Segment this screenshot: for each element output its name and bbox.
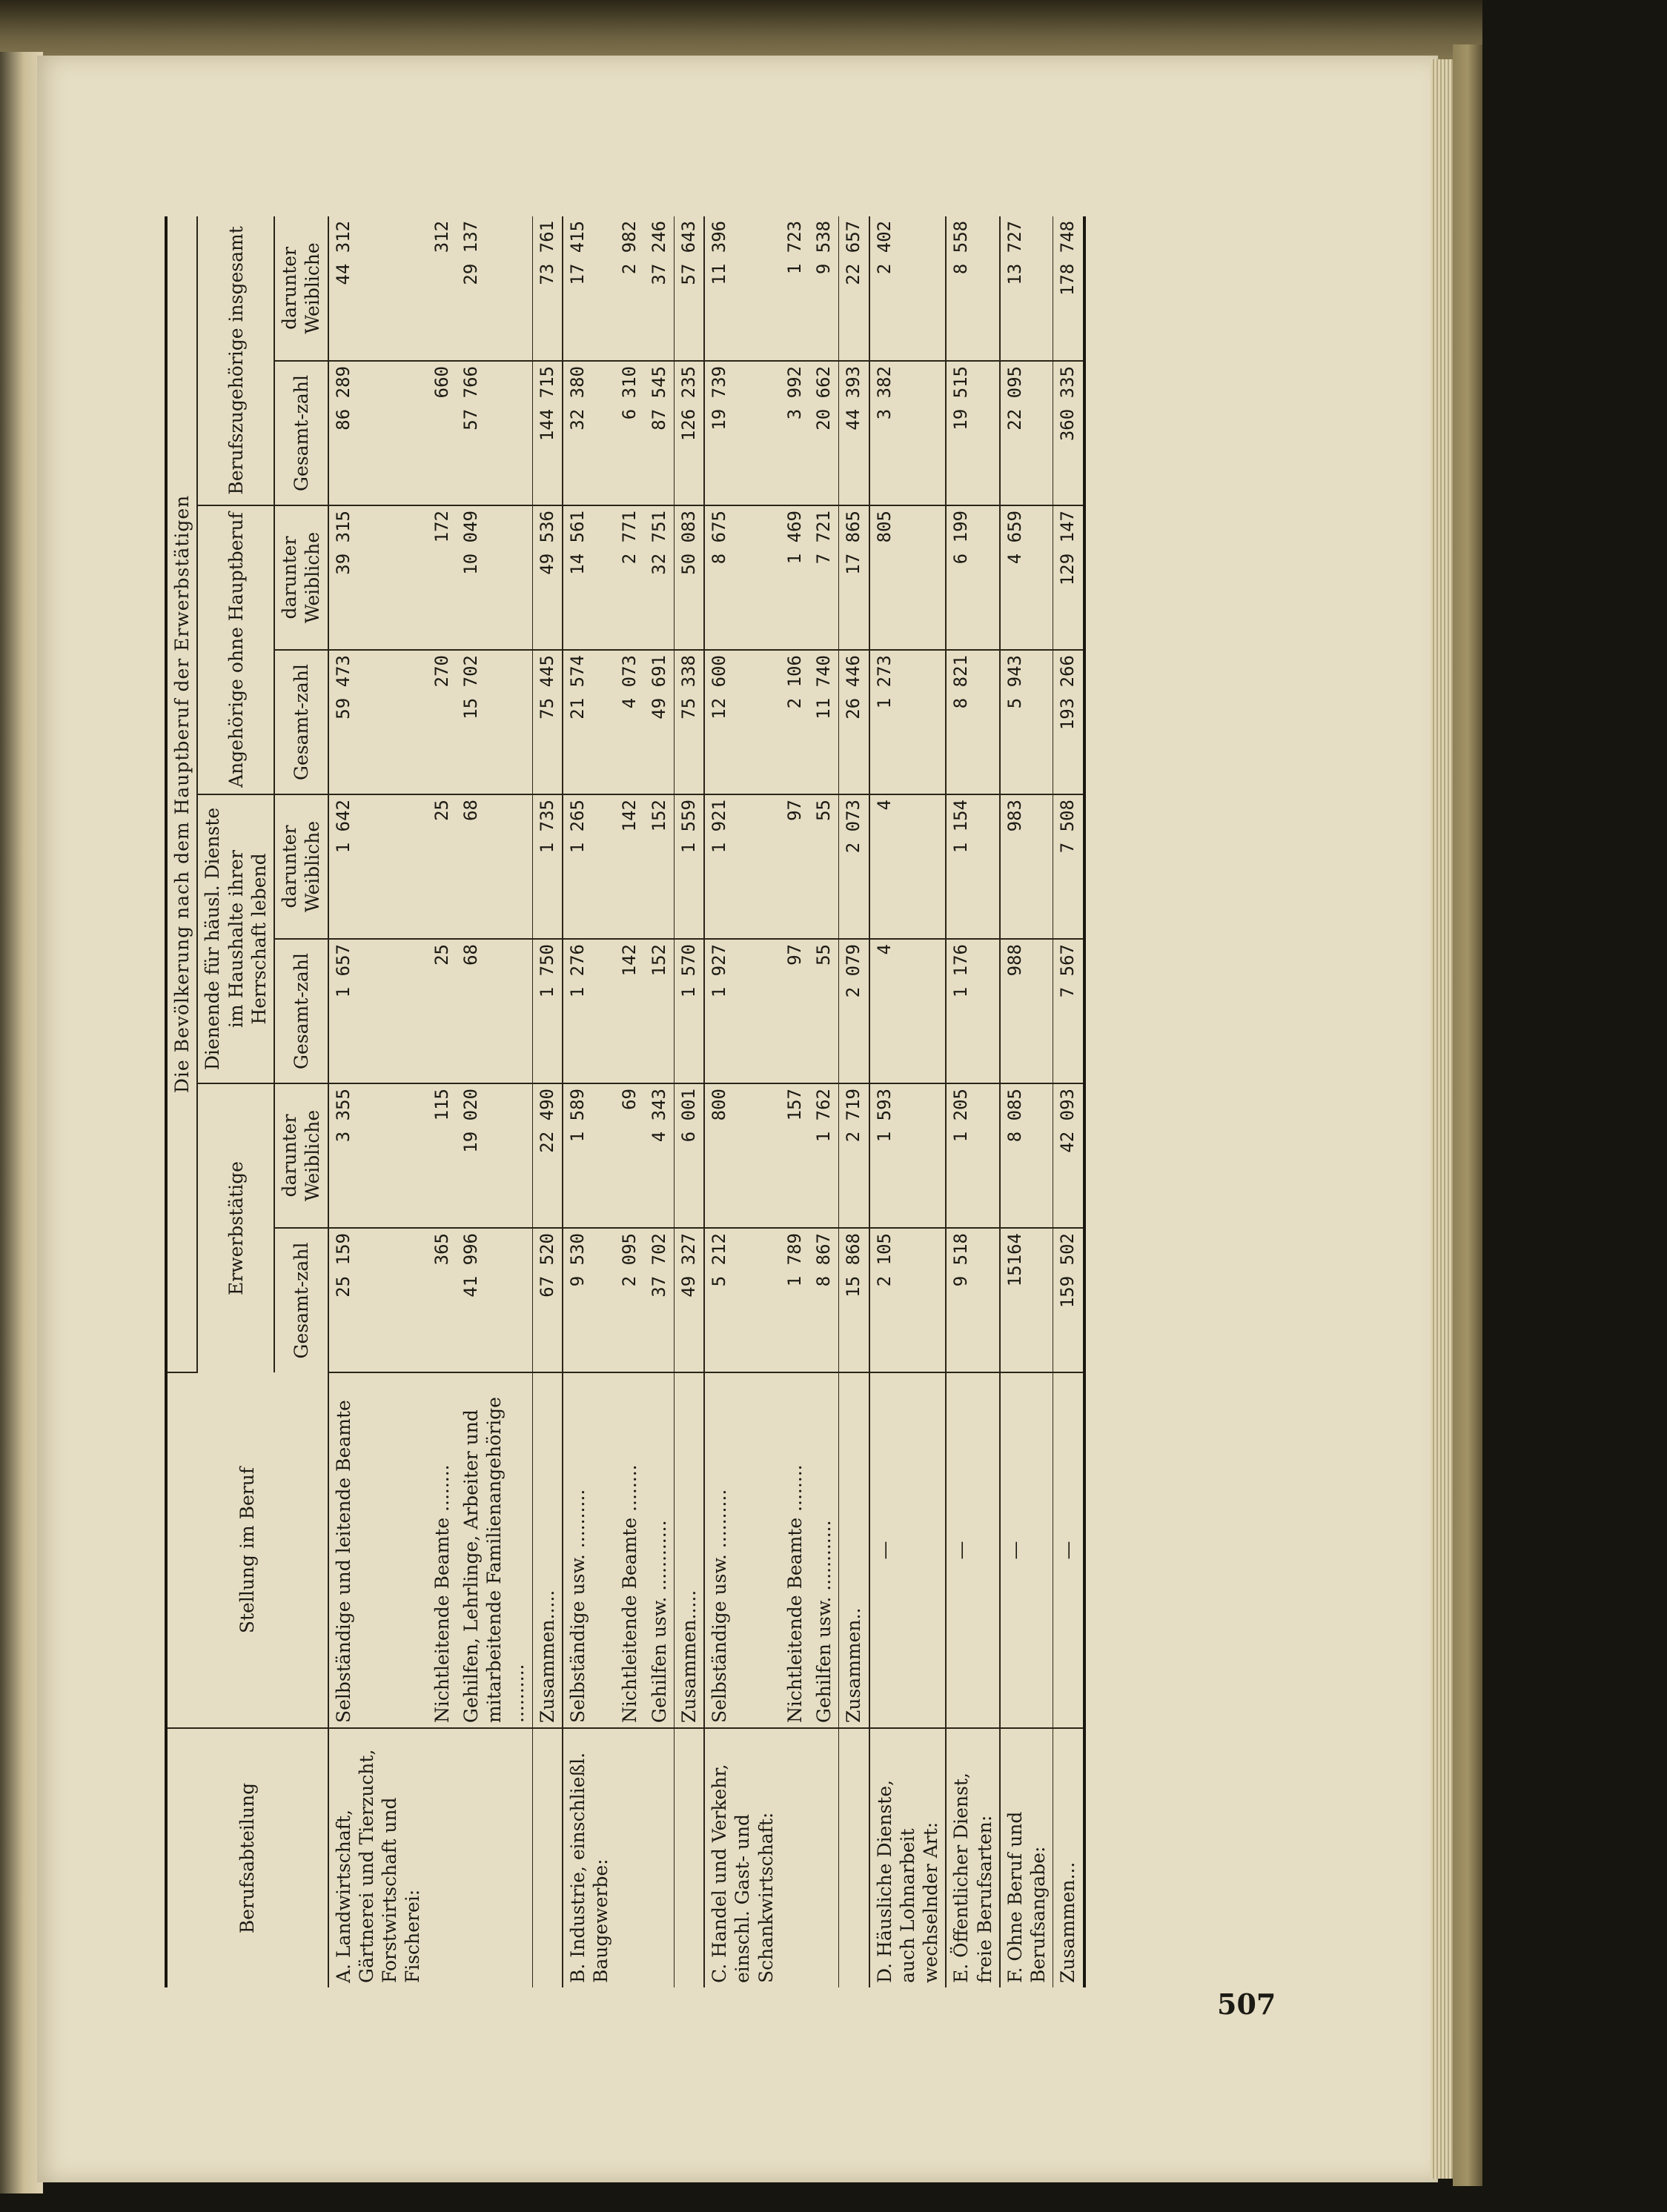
cell-value: 37 702 xyxy=(645,1228,675,1372)
cell-division xyxy=(809,1728,839,1987)
cell-value: 1 559 xyxy=(674,794,704,939)
cell-value: 86 289 xyxy=(328,361,428,505)
cell-value: 39 315 xyxy=(328,505,428,650)
cell-value: 22 095 xyxy=(1000,361,1053,505)
cell-position: — xyxy=(1053,1372,1084,1728)
table-row xyxy=(532,216,563,1987)
cell-value: 44 393 xyxy=(839,361,869,505)
cell-value: 26 446 xyxy=(839,650,869,794)
cell-value: 129 147 xyxy=(1053,505,1084,650)
cell-value: 32 751 xyxy=(645,505,675,650)
table-row xyxy=(328,216,428,1987)
cell-value: 360 335 xyxy=(1053,361,1084,505)
cell-value: 4 xyxy=(869,939,947,1083)
cell-value: 68 xyxy=(457,794,532,939)
cell-value: 2 402 xyxy=(869,216,947,361)
cell-value: 312 xyxy=(428,216,457,361)
cell-value: 5 943 xyxy=(1000,650,1053,794)
cell-value: 37 246 xyxy=(645,216,675,361)
subheader-female: darunter Weibliche xyxy=(274,1083,328,1228)
cell-value: 660 xyxy=(428,361,457,505)
cell-position: Selbständige usw. .......... xyxy=(563,1372,616,1728)
cell-value: 57 643 xyxy=(674,216,704,361)
cell-position: Nichtleitende Beamte ........ xyxy=(428,1372,457,1728)
cell-division xyxy=(428,1728,457,1987)
cell-value: 22 657 xyxy=(839,216,869,361)
cell-value: 44 312 xyxy=(328,216,428,361)
cell-value: 8 675 xyxy=(704,505,781,650)
cell-value: 14 561 xyxy=(563,505,616,650)
cell-value: 142 xyxy=(615,939,644,1083)
cell-value: 19 515 xyxy=(946,361,1000,505)
cell-value: 25 xyxy=(428,939,457,1083)
cell-value: 29 137 xyxy=(457,216,532,361)
cell-value: 1 927 xyxy=(704,939,781,1083)
cell-value: 2 982 xyxy=(615,216,644,361)
cell-position: Zusammen..... xyxy=(674,1372,704,1728)
cell-value: 50 083 xyxy=(674,505,704,650)
cell-value: 1 921 xyxy=(704,794,781,939)
cell-position: Nichtleitende Beamte ........ xyxy=(615,1372,644,1728)
cell-value: 1 589 xyxy=(563,1083,616,1228)
cell-value: 6 310 xyxy=(615,361,644,505)
cell-value: 57 766 xyxy=(457,361,532,505)
cell-value: 1 657 xyxy=(328,939,428,1083)
cell-division xyxy=(532,1728,563,1987)
cell-position: — xyxy=(869,1372,947,1728)
cell-value: 2 105 xyxy=(869,1228,947,1372)
cell-value: 20 662 xyxy=(809,361,839,505)
table-row xyxy=(946,216,1000,1987)
cell-value: 55 xyxy=(809,939,839,1083)
cell-value: 22 490 xyxy=(532,1083,563,1228)
cell-division: B. Industrie, einschließl. Baugewerbe: xyxy=(563,1728,616,1987)
cell-value: 152 xyxy=(645,939,675,1083)
cell-value: 1 642 xyxy=(328,794,428,939)
cell-position: Gehilfen usw. ............ xyxy=(809,1372,839,1728)
table-row xyxy=(781,216,809,1987)
cell-position: Nichtleitende Beamte ........ xyxy=(781,1372,809,1728)
subheader-female: darunter Weibliche xyxy=(274,794,328,939)
cell-value: 9 518 xyxy=(946,1228,1000,1372)
cell-division: Zusammen... xyxy=(1053,1728,1084,1987)
cell-value: 4 xyxy=(869,794,947,939)
cell-value: 9 538 xyxy=(809,216,839,361)
cell-value: 1 723 xyxy=(781,216,809,361)
cell-value: 13 727 xyxy=(1000,216,1053,361)
cell-value: 75 338 xyxy=(674,650,704,794)
cell-value: 17 415 xyxy=(563,216,616,361)
cell-value: 75 445 xyxy=(532,650,563,794)
cell-value: 8 085 xyxy=(1000,1083,1053,1228)
cell-value: 159 502 xyxy=(1053,1228,1084,1372)
cell-value: 49 536 xyxy=(532,505,563,650)
cell-value: 41 996 xyxy=(457,1228,532,1372)
cell-value: 1 276 xyxy=(563,939,616,1083)
cell-value: 1 154 xyxy=(946,794,1000,939)
cell-value: 1 750 xyxy=(532,939,563,1083)
header-group-dienende: Dienende für häusl. Dienste im Haushalte ihrer Herrschaft lebend xyxy=(197,794,274,1083)
cell-value: 17 865 xyxy=(839,505,869,650)
cell-value: 1 205 xyxy=(946,1083,1000,1228)
cell-value: 6 001 xyxy=(674,1083,704,1228)
table-row xyxy=(428,216,457,1987)
header-group-angehoerige: Angehörige ohne Hauptberuf xyxy=(197,505,274,794)
subheader-total: Gesamt-zahl xyxy=(274,1228,328,1372)
header-group-zugehoerige: Berufszugehörige insgesamt xyxy=(197,216,274,505)
cell-value: 49 691 xyxy=(645,650,675,794)
cell-value: 8 821 xyxy=(946,650,1000,794)
cell-value: 7 567 xyxy=(1053,939,1084,1083)
cell-value: 157 xyxy=(781,1083,809,1228)
cell-value: 97 xyxy=(781,939,809,1083)
table-row xyxy=(457,216,532,1987)
cell-division xyxy=(615,1728,644,1987)
cell-position: — xyxy=(1000,1372,1053,1728)
cell-value: 152 xyxy=(645,794,675,939)
cell-value: 126 235 xyxy=(674,361,704,505)
cell-value: 1 593 xyxy=(869,1083,947,1228)
cell-value: 2 095 xyxy=(615,1228,644,1372)
cell-value: 2 771 xyxy=(615,505,644,650)
cell-value: 1 735 xyxy=(532,794,563,939)
cell-value: 983 xyxy=(1000,794,1053,939)
subheader-total: Gesamt-zahl xyxy=(274,361,328,505)
cell-value: 8 558 xyxy=(946,216,1000,361)
cell-division xyxy=(674,1728,704,1987)
cell-value: 15164 xyxy=(1000,1228,1053,1372)
cell-value: 4 343 xyxy=(645,1083,675,1228)
cell-value: 6 199 xyxy=(946,505,1000,650)
table-row xyxy=(839,216,869,1987)
cell-value: 11 396 xyxy=(704,216,781,361)
cell-division xyxy=(457,1728,532,1987)
cell-value: 15 868 xyxy=(839,1228,869,1372)
cell-value: 69 xyxy=(615,1083,644,1228)
table-row xyxy=(615,216,644,1987)
cell-value: 115 xyxy=(428,1083,457,1228)
table-row xyxy=(809,216,839,1987)
cell-value: 3 355 xyxy=(328,1083,428,1228)
table-row xyxy=(674,216,704,1987)
cell-value: 1 265 xyxy=(563,794,616,939)
table-row xyxy=(645,216,675,1987)
cell-value: 1 469 xyxy=(781,505,809,650)
cell-value: 172 xyxy=(428,505,457,650)
cell-position: Zusammen..... xyxy=(532,1372,563,1728)
table-row xyxy=(563,216,616,1987)
cell-division: F. Ohne Beruf und Berufsangabe: xyxy=(1000,1728,1053,1987)
cell-value: 11 740 xyxy=(809,650,839,794)
cell-value: 12 600 xyxy=(704,650,781,794)
header-position: Stellung im Beruf xyxy=(166,1372,328,1728)
cell-value: 15 702 xyxy=(457,650,532,794)
subheader-female: darunter Weibliche xyxy=(274,216,328,361)
cell-value: 805 xyxy=(869,505,947,650)
cell-position: Zusammen.. xyxy=(839,1372,869,1728)
cell-division: D. Häusliche Dienste, auch Lohnarbeit wechselnder Art: xyxy=(869,1728,947,1987)
table-row xyxy=(1000,216,1053,1987)
cell-value: 365 xyxy=(428,1228,457,1372)
cell-position: Selbständige usw. .......... xyxy=(704,1372,781,1728)
table-row xyxy=(869,216,947,1987)
cell-value: 9 530 xyxy=(563,1228,616,1372)
cell-value: 1 762 xyxy=(809,1083,839,1228)
table-row xyxy=(704,216,781,1987)
cell-value: 32 380 xyxy=(563,361,616,505)
table-title: Die Bevölkerung nach dem Hauptberuf der Erwerbstätigen xyxy=(166,216,197,1372)
cell-value: 988 xyxy=(1000,939,1053,1083)
cell-value: 25 159 xyxy=(328,1228,428,1372)
cell-value: 7 721 xyxy=(809,505,839,650)
cell-value: 3 992 xyxy=(781,361,809,505)
cell-value: 2 073 xyxy=(839,794,869,939)
header-division: Berufsabteilung xyxy=(166,1728,328,1987)
cell-value: 144 715 xyxy=(532,361,563,505)
cell-value: 270 xyxy=(428,650,457,794)
cell-value: 800 xyxy=(704,1083,781,1228)
census-table xyxy=(165,216,1086,1987)
cell-value: 5 212 xyxy=(704,1228,781,1372)
cell-value: 8 867 xyxy=(809,1228,839,1372)
table-body xyxy=(328,216,1084,1987)
cell-value: 1 789 xyxy=(781,1228,809,1372)
cell-value: 1 176 xyxy=(946,939,1000,1083)
cell-value: 2 079 xyxy=(839,939,869,1083)
book-cover-right-edge xyxy=(1453,44,1482,2186)
cell-value: 19 739 xyxy=(704,361,781,505)
cell-value: 42 093 xyxy=(1053,1083,1084,1228)
subheader-total: Gesamt-zahl xyxy=(274,650,328,794)
cell-value: 25 xyxy=(428,794,457,939)
cell-value: 2 106 xyxy=(781,650,809,794)
cell-value: 97 xyxy=(781,794,809,939)
cell-value: 49 327 xyxy=(674,1228,704,1372)
cell-division: A. Landwirtschaft, Gärtnerei und Tierzucht, Forstwirtschaft und Fischerei: xyxy=(328,1728,428,1987)
subheader-female: darunter Weibliche xyxy=(274,505,328,650)
cell-value: 21 574 xyxy=(563,650,616,794)
cell-position: — xyxy=(946,1372,1000,1728)
cell-division: E. Öffentlicher Dienst, freie Berufsarten: xyxy=(946,1728,1000,1987)
cell-value: 87 545 xyxy=(645,361,675,505)
cell-value: 193 266 xyxy=(1053,650,1084,794)
cell-value: 1 273 xyxy=(869,650,947,794)
cell-value: 7 508 xyxy=(1053,794,1084,939)
cell-value: 19 020 xyxy=(457,1083,532,1228)
cell-value: 4 073 xyxy=(615,650,644,794)
cell-division xyxy=(839,1728,869,1987)
cell-division: C. Handel und Verkehr, einschl. Gast- und Schankwirtschaft: xyxy=(704,1728,781,1987)
rotated-table-content xyxy=(165,216,1276,2021)
cell-value: 59 473 xyxy=(328,650,428,794)
subheader-total: Gesamt-zahl xyxy=(274,939,328,1083)
cell-value: 1 570 xyxy=(674,939,704,1083)
cell-value: 142 xyxy=(615,794,644,939)
cell-position: Gehilfen, Lehrlinge, Arbeiter und mitarbeitende Familienangehörige .......... xyxy=(457,1372,532,1728)
table-row xyxy=(1053,216,1084,1987)
page-number: 507 xyxy=(1217,1987,1276,2021)
cell-value: 68 xyxy=(457,939,532,1083)
cell-division xyxy=(781,1728,809,1987)
cell-value: 73 761 xyxy=(532,216,563,361)
cell-value: 10 049 xyxy=(457,505,532,650)
cell-value: 3 382 xyxy=(869,361,947,505)
cell-value: 4 659 xyxy=(1000,505,1053,650)
cell-division xyxy=(645,1728,675,1987)
cell-value: 67 520 xyxy=(532,1228,563,1372)
cell-value: 2 719 xyxy=(839,1083,869,1228)
cell-position: Gehilfen usw. ............ xyxy=(645,1372,675,1728)
cell-value: 178 748 xyxy=(1053,216,1084,361)
cell-position: Selbständige und leitende Beamte xyxy=(328,1372,428,1728)
cell-value: 55 xyxy=(809,794,839,939)
header-group-erwerb: Erwerbstätige xyxy=(197,1083,274,1372)
